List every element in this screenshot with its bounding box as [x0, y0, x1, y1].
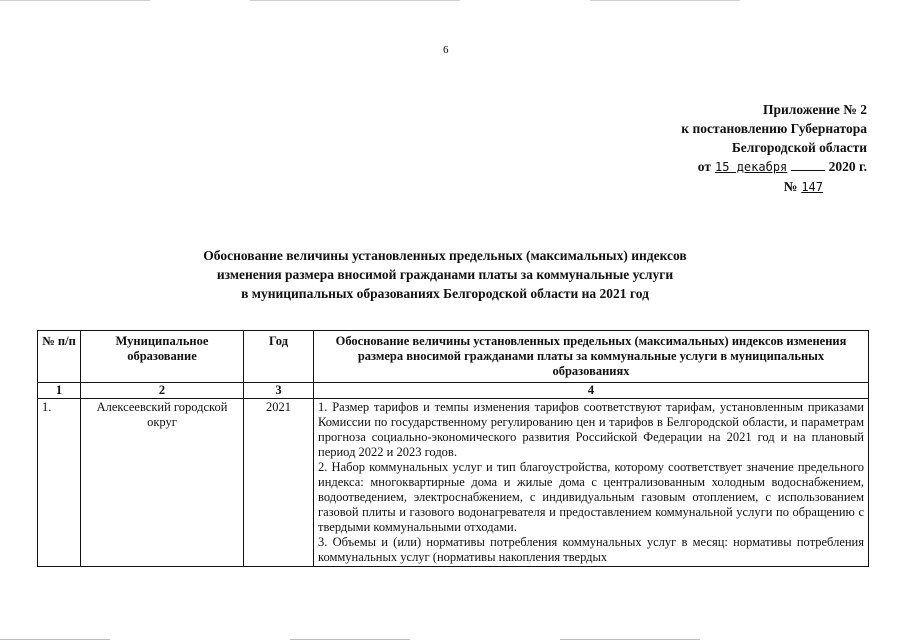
appendix-title: Приложение № 2 [763, 102, 867, 117]
table-row [38, 399, 869, 567]
row-year: 2021 [244, 399, 314, 567]
title-line: Обоснование величины установленных предельных (максимальных) индексов [203, 248, 687, 263]
date-underline [791, 170, 825, 171]
justification-paragraph: 1. Размер тарифов и темпы изменения тарифов соответствуют тарифам, установленным приказами Комиссии по государственному регулированию цен и тарифов в Белгородской области, и параметрам прогноза социально-экономического развития Российской Федерации на 2021 год и на плановый период 2022 и 2023 годов. [318, 400, 864, 459]
top-edge-right [590, 0, 740, 1]
appendix-block [681, 100, 867, 197]
top-edge-mid [250, 0, 460, 1]
justification-paragraph: 2. Набор коммунальных услуг и тип благоустройства, которому соответствует значение предельного индекса: многоквартирные дома и жилые дома с централизованным холодным водоснабжением, водоотведением, электроснабжением, с индивидуальным газовым отоплением, с использованием газовой плиты и газового водонагревателя и предоставлением коммунальной услуги по обращению с твердыми коммунальными отходами. [318, 460, 864, 534]
number-value: 147 [801, 180, 823, 194]
justification-paragraph: 3. Объемы и (или) нормативы потребления коммунальных услуг в месяц: нормативы потребления коммунальных услуг (нормативы накопления твердых [318, 535, 864, 564]
index-cell: 2 [81, 383, 244, 399]
appendix-decree: к постановлению Губернатора [681, 121, 867, 136]
index-cell: 4 [314, 383, 869, 399]
index-cell: 1 [38, 383, 81, 399]
row-justification [314, 399, 869, 567]
document-title [110, 246, 780, 303]
header-year: Год [244, 331, 314, 383]
date-suffix: 2020 г. [828, 159, 867, 174]
title-line: в муниципальных образованиях Белгородской области на 2021 год [241, 286, 649, 301]
column-index-row [38, 383, 869, 399]
top-edge-left [0, 0, 150, 1]
row-municipality: Алексеевский городской округ [81, 399, 244, 567]
table-header-row [38, 331, 869, 383]
appendix-date [681, 157, 867, 177]
header-justification: Обоснование величины установленных предельных (максимальных) индексов изменения размера вносимой гражданами платы за коммунальные услуги в муниципальных образованиях [314, 331, 869, 383]
page-number: 6 [443, 44, 449, 56]
title-line: изменения размера вносимой гражданами платы за коммунальные услуги [216, 267, 674, 282]
number-prefix: № [783, 179, 798, 194]
date-prefix: от [697, 159, 712, 174]
justification-table [37, 330, 869, 567]
appendix-region: Белгородской области [731, 140, 867, 155]
date-value: 15 декабря [715, 160, 788, 174]
appendix-number [681, 177, 827, 197]
index-cell: 3 [244, 383, 314, 399]
header-municipality: Муниципальное образование [81, 331, 244, 383]
header-number: № п/п [38, 331, 81, 383]
row-number: 1. [38, 399, 81, 567]
